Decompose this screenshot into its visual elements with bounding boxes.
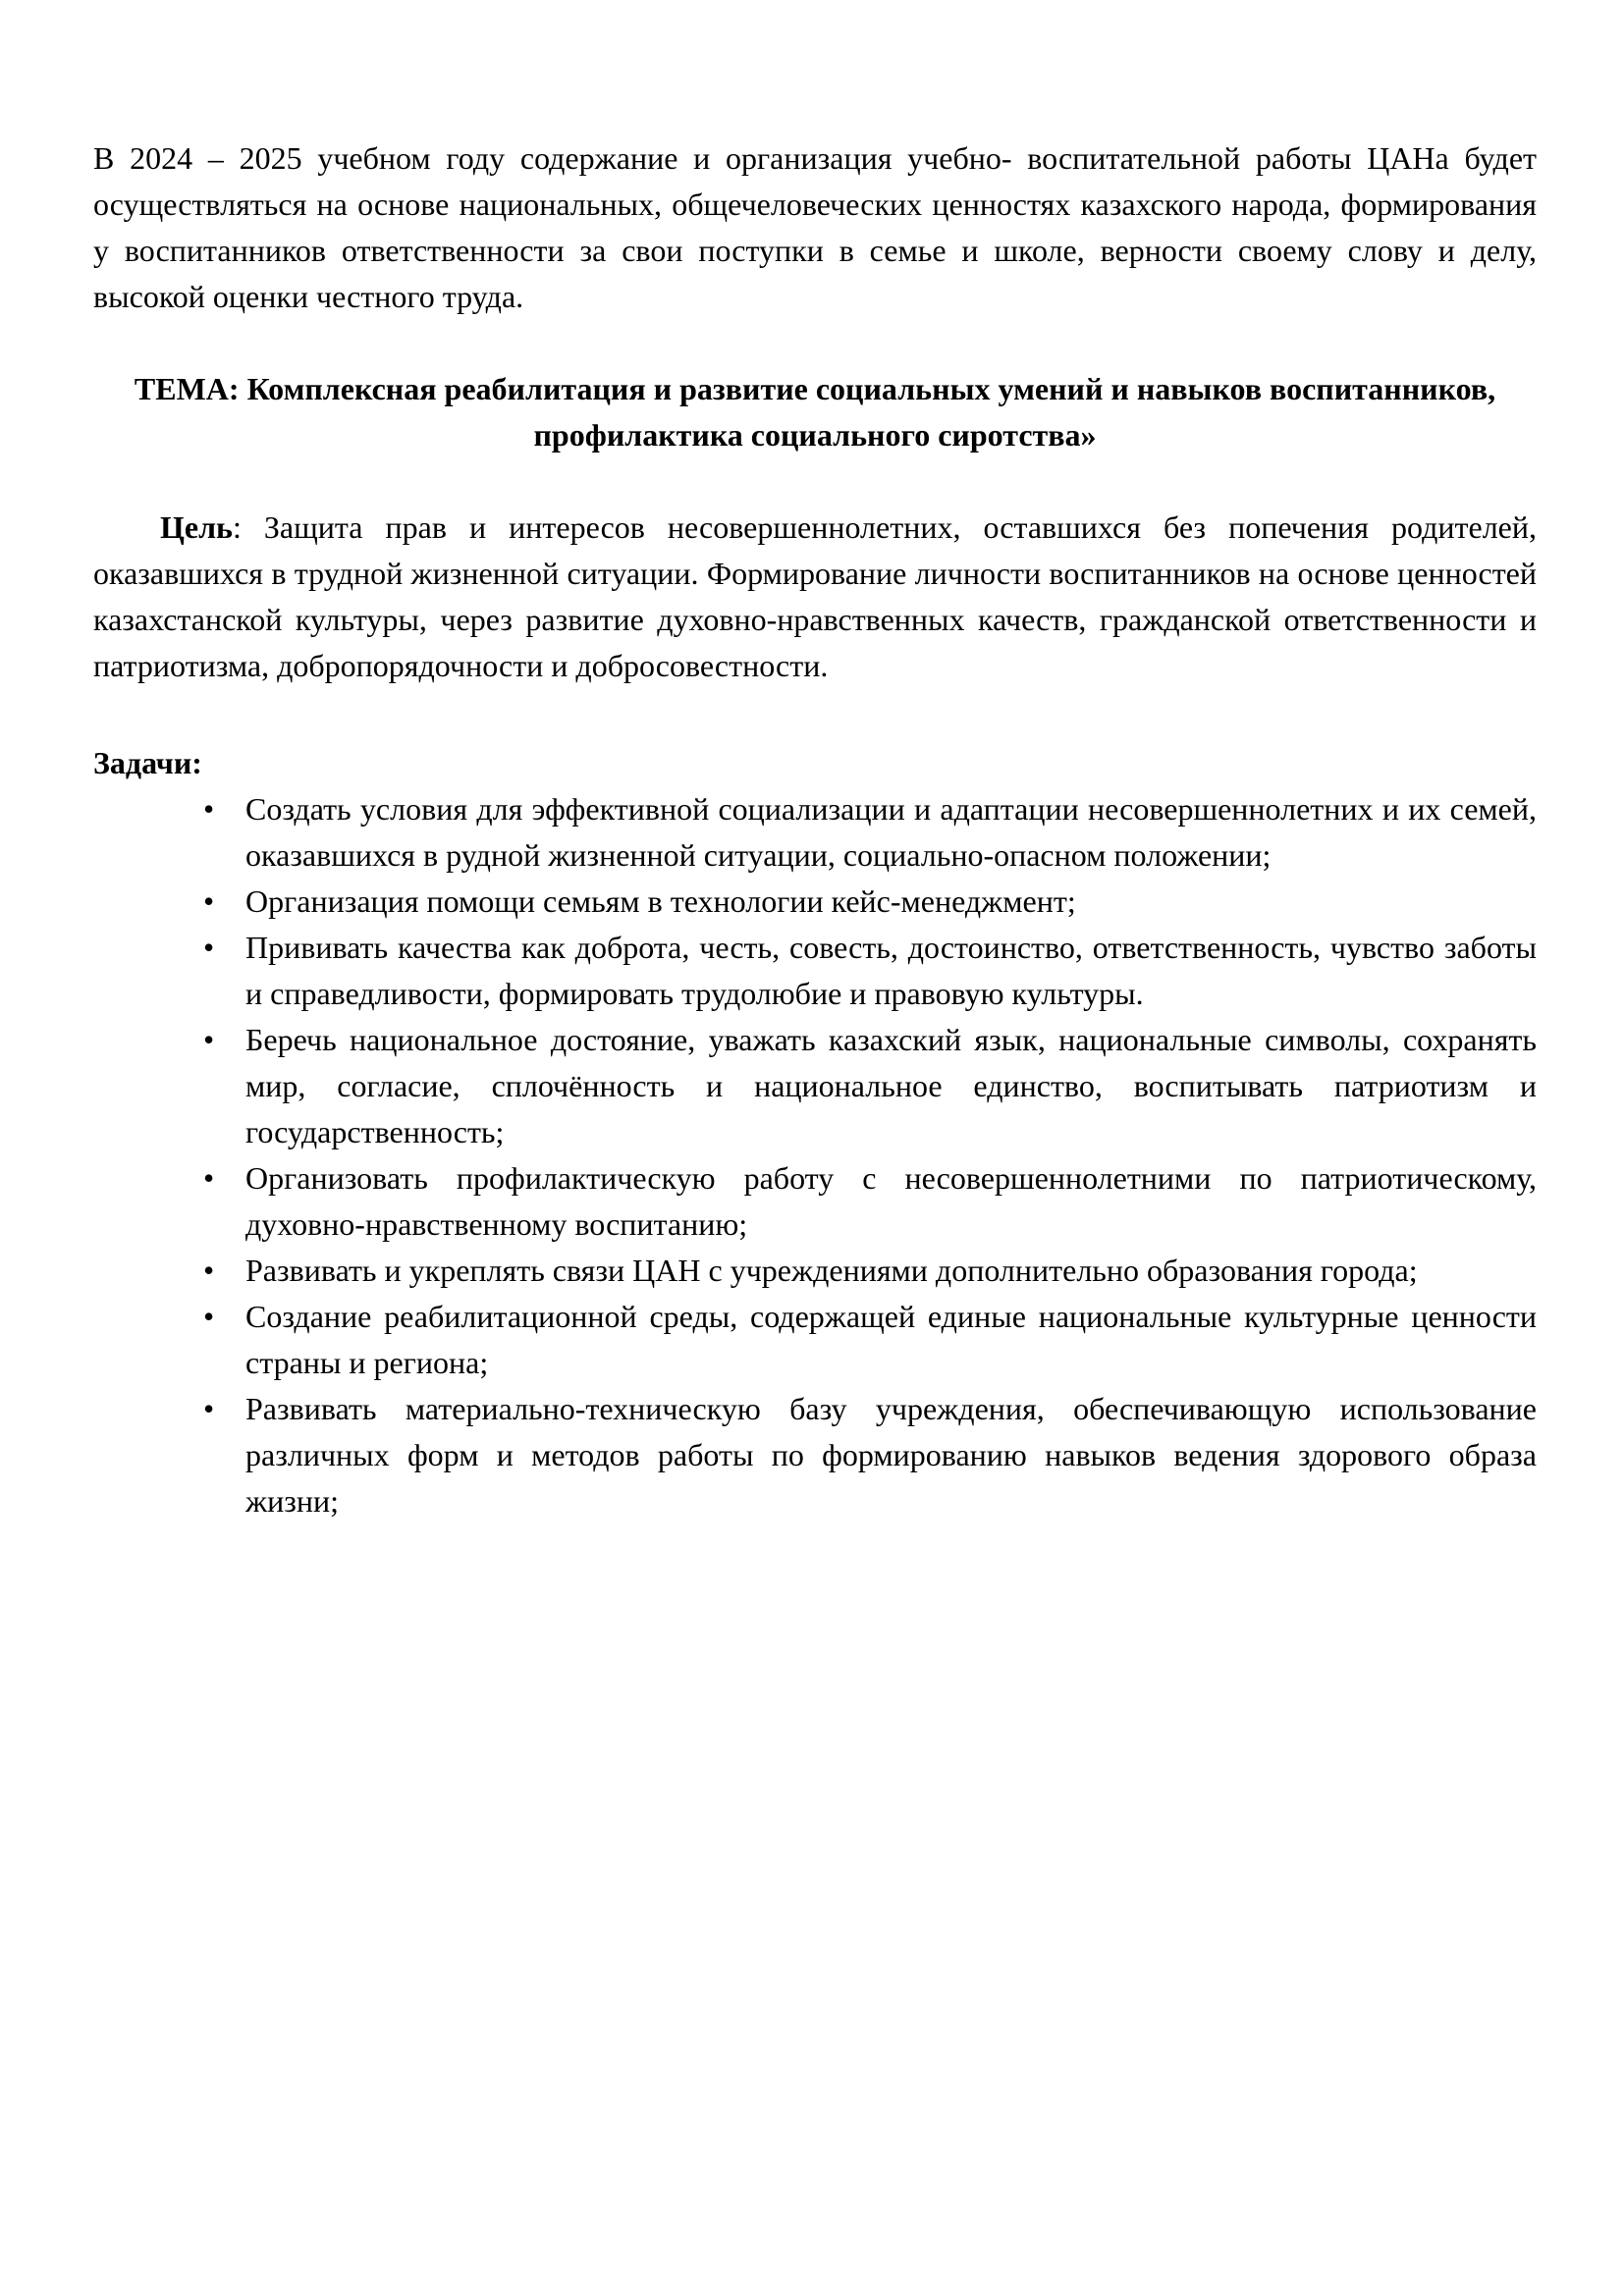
bullet-icon: • <box>203 883 215 919</box>
task-text: Создать условия для эффективной социализации и адаптации несовершеннолетних и их семей, оказавшихся в рудной жизненной ситуации, социально-опасном положении; <box>245 791 1537 873</box>
theme-heading: ТЕМА: Комплексная реабилитация и развитие социальных умений и навыков воспитанников, профилактика социального сиротства» <box>134 371 1496 453</box>
list-item <box>93 1248 1537 1294</box>
task-text: Беречь национальное достояние, уважать казахский язык, национальные символы, сохранять мир, согласие, сплочённость и национальное единство, воспитывать патриотизм и государственность; <box>245 1022 1537 1149</box>
list-item <box>93 1386 1537 1524</box>
task-text: Развивать и укреплять связи ЦАН с учреждениями дополнительно образования города; <box>245 1253 1418 1288</box>
list-item <box>93 879 1537 925</box>
bullet-icon: • <box>203 1391 215 1426</box>
bullet-icon: • <box>203 1022 215 1057</box>
list-item <box>93 1294 1537 1386</box>
goal-separator: : <box>232 509 264 545</box>
goal-label: Цель <box>160 509 233 545</box>
goal-paragraph <box>93 505 1537 689</box>
list-item <box>93 1017 1537 1155</box>
bullet-icon: • <box>203 1253 215 1288</box>
task-text: Развивать материально-техническую базу учреждения, обеспечивающую использование различных форм и методов работы по формированию навыков ведения здорового образа жизни; <box>245 1391 1537 1519</box>
list-item <box>93 786 1537 879</box>
task-text: Организовать профилактическую работу с несовершеннолетними по патриотическому, духовно-нравственному воспитанию; <box>245 1160 1537 1242</box>
bullet-icon: • <box>203 930 215 965</box>
task-text: Прививать качества как доброта, честь, совесть, достоинство, ответственность, чувство заботы и справедливости, формировать трудолюбие и правовую культуры. <box>245 930 1537 1011</box>
task-text: Создание реабилитационной среды, содержащей единые национальные культурные ценности страны и региона; <box>245 1299 1537 1380</box>
tasks-list <box>93 786 1537 1524</box>
goal-text: Защита прав и интересов несовершеннолетних, оставшихся без попечения родителей, оказавшихся в трудной жизненной ситуации. Формирование личности воспитанников на основе ценностей казахстанской культуры, через развитие духовно-нравственных качеств, гражданской ответственности и патриотизма, добропорядочности и добросовестности. <box>93 509 1537 683</box>
bullet-icon: • <box>203 1160 215 1196</box>
task-text: Организация помощи семьям в технологии кейс-менеджмент; <box>245 883 1076 919</box>
list-item <box>93 1155 1537 1248</box>
tasks-label: Задачи: <box>93 745 202 780</box>
bullet-icon: • <box>203 791 215 827</box>
list-item <box>93 925 1537 1017</box>
bullet-icon: • <box>203 1299 215 1334</box>
intro-paragraph: В 2024 – 2025 учебном году содержание и организация учебно- воспитательной работы ЦАНа будет осуществляться на основе национальных, общечеловеческих ценностях казахского народа, формирования у воспитанников ответственности за свои поступки в семье и школе, верности своему слову и делу, высокой оценки честного труда. <box>93 140 1537 314</box>
